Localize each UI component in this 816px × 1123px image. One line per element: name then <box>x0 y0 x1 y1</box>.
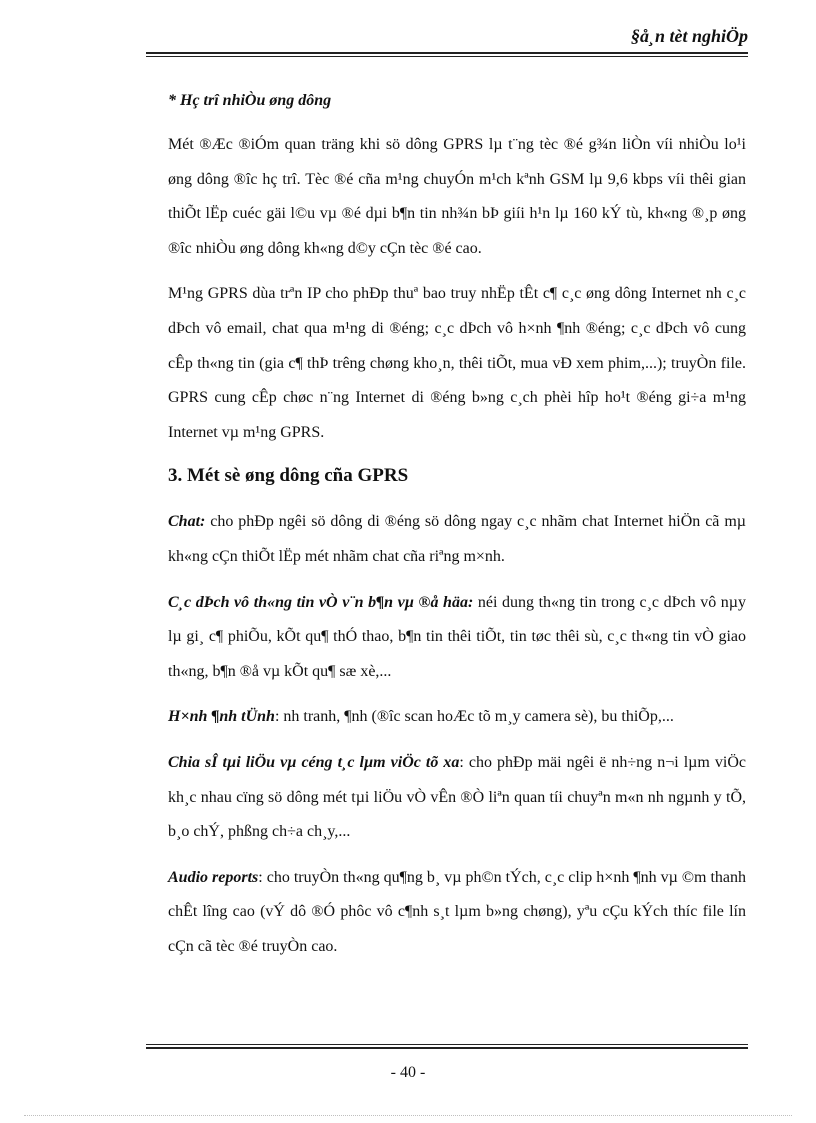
paragraph: Mét ®Æc ®iÓm quan träng khi sö dông GPRS lµ t¨ng tèc ®é g¾n liÒn víi nhiÒu lo¹i øng dông ®îc hç trî. Tèc ®é cña m¹ng chuyÓn m¹ch kªnh GSM lµ 9,6 kbps víi thêi gian thiÕt lËp cuéc gäi l©u vµ ®é dµi b¶n tin nh¾n bÞ giíi h¹n lµ 160 kÝ tù, kh«ng ®¸p øng ®îc nhiÒu øng dông kh«ng d©y cÇn tèc ®é cao. <box>168 136 746 257</box>
item-lead: Chat: <box>168 513 206 531</box>
item-text: : nh tranh, ¶nh (®îc scan hoÆc tõ m¸y camera sè), bu thiÕp,... <box>274 708 674 726</box>
section-heading: 3. Mét sè øng dông cña GPRS <box>168 465 409 487</box>
header-title: §å¸n tèt nghiÖp <box>630 26 748 46</box>
item-text: : cho truyÒn th«ng qu¶ng b¸ vµ ph©n tÝch, c¸c clip h×nh ¶nh vµ ©m thanh chÊt lîng cao (vÝ dô ®Ó phôc vô c¶nh s¸t lµm b»ng chøng), yªu cÇu kÝch thíc file lín cÇn cã tèc ®é truyÒn cao. <box>168 868 746 955</box>
page-edge-divider <box>24 1115 792 1116</box>
list-item <box>168 746 746 850</box>
list-item <box>168 505 746 574</box>
page-number: - 40 - <box>390 1064 426 1081</box>
list-item <box>168 586 746 690</box>
paragraph: M¹ng GPRS dùa trªn IP cho phÐp thuª bao truy nhËp tÊt c¶ c¸c øng dông Internet nh c¸c dÞch vô email, chat qua m¹ng di ®éng; c¸c dÞch vô h×nh ¶nh ®éng; c¸c dÞch vô cung cÊp th«ng tin (gia c¶ thÞ trêng chøng kho¸n, thêi tiÕt, mua vÐ xem phim,...); truyÒn file. GPRS cung cÊp chøc n¨ng Internet di ®éng b»ng c¸ch phèi hîp ho¹t ®éng gi÷a m¹ng Internet vµ m¹ng GPRS. <box>168 285 746 441</box>
item-lead: H×nh ¶nh tÜnh <box>168 708 275 726</box>
list-item <box>168 700 746 735</box>
list-item <box>168 861 746 965</box>
item-text: cho phÐp ngêi sö dông di ®éng sö dông ngay c¸c nhãm chat Internet hiÖn cã mµ kh«ng cÇn thiÕt lËp mét nhãm chat cña riªng m×nh. <box>168 513 746 565</box>
item-lead: Audio reports <box>168 868 259 886</box>
footer-rule <box>146 1044 748 1049</box>
header-rule <box>146 52 748 57</box>
item-text: : cho phÐp mäi ngêi ë nh÷ng n¬i lµm viÖc kh¸c nhau cïng sö dông mét tµi liÖu vÒ vÊn ®Ò liªn quan tíi chuyªn m«n nh ngµnh y tÕ, b¸o chÝ, phßng ch÷a ch¸y,... <box>168 753 746 841</box>
item-lead: C¸c dÞch vô th«ng tin vÒ v¨n b¶n vµ ®å häa: <box>168 593 474 611</box>
page-content <box>168 88 746 964</box>
subheading: * Hç trî nhiÒu øng dông <box>168 92 332 109</box>
item-lead: Chia sÎ tµi liÖu vµ céng t¸c lµm viÖc tõ xa <box>168 753 460 771</box>
item-text: néi dung th«ng tin trong c¸c dÞch vô nµy lµ gi¸ c¶ phiÕu, kÕt qu¶ thÓ thao, b¶n tin thêi tiÕt, tin tøc thêi sù, c¸c th«ng tin vÒ giao th«ng, b¶n ®å vµ kÕt qu¶ sæ xè,... <box>168 593 747 680</box>
